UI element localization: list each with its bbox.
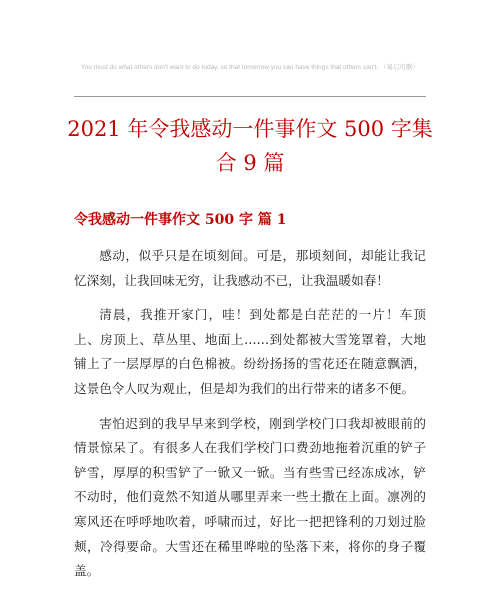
paragraph: 害怕迟到的我早早来到学校，刚到学校门口我却被眼前的情景惊呆了。有很多人在我们学校门口费劲地拖着沉重的铲子铲雪，厚厚的积雪铲了一锨又一锨。当有些雪已经冻成冰，铲不动时，他们竟然不知道从哪里弄来一些土撒在上面。凛冽的寒风还在呼呼地吹着，呼啸而过，好比一把把锋利的刀划过脸颊，冷得要命。大雪还在稀里哗啦的坠落下来，将你的身子覆盖。 <box>74 415 426 579</box>
document-title: 2021 年令我感动一件事作文 500 字集合 9 篇 <box>67 117 433 175</box>
header-motto: You must do what others don't want to do today, so that tomorrow you can have things that others can't. （易启可删） <box>80 64 420 71</box>
paragraph: 感动，似乎只是在顷刻间。可是，那顷刻间，却能让我记忆深刻，让我回味无穷，让我感动不已，让我温暖如春！ <box>74 248 426 288</box>
header-divider <box>74 96 426 97</box>
article-body <box>74 244 426 594</box>
paragraph: 清晨，我推开家门，哇！到处都是白茫茫的一片！车顶上、房顶上、草丛里、地面上……到处都被大雪笼罩着，大地铺上了一层厚厚的白色棉被。纷纷扬扬的雪花还在随意飘洒，这景色令人叹为观止，但是却为我们的出行带来的诸多不便。 <box>74 307 426 396</box>
section-heading: 令我感动一件事作文 500 字 篇 1 <box>74 212 287 228</box>
